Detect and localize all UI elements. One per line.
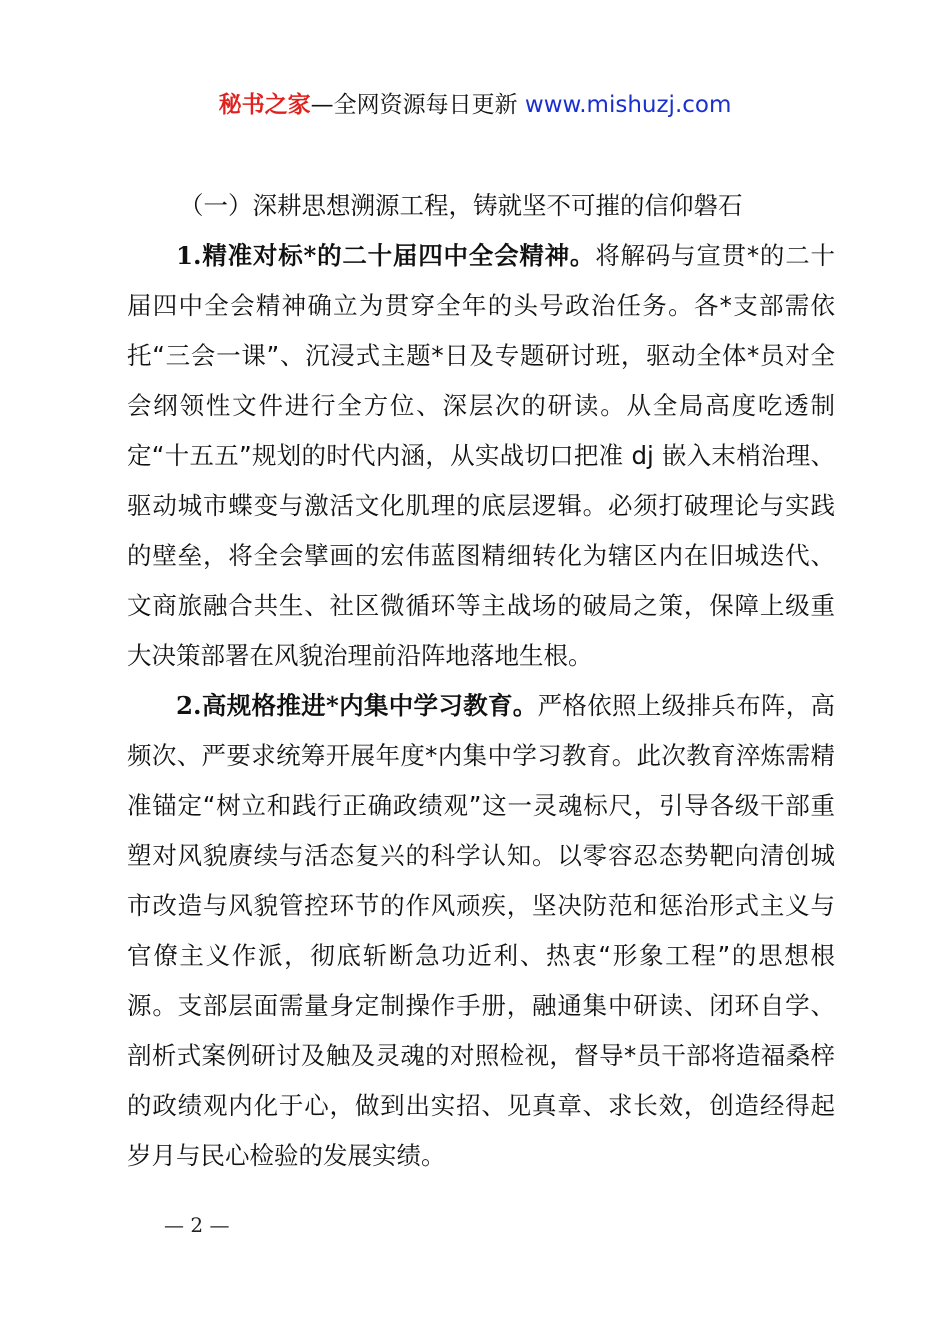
- site-header: [0, 88, 950, 122]
- paragraph-1: [127, 231, 835, 681]
- paragraph-1-text: 将解码与宣贯*的二十届四中全会精神确立为贯穿全年的头号政治任务。各*支部需依托“三会一课”、沉浸式主题*日及专题研讨班，驱动全体*员对全会纲领性文件进行全方位、深层次的研读。从全局高度吃透制定“十五五”规划的时代内涵，从实战切口把准 dj 嵌入末梢治理、驱动城市蝶变与激活文化肌理的底层逻辑。必须打破理论与实践的壁垒，将全会擘画的宏伟蓝图精细转化为辖区内在旧城迭代、文商旅融合共生、社区微循环等主战场的破局之策，保障上级重大决策部署在风貌治理前沿阵地落地生根。: [127, 241, 835, 670]
- paragraph-2: [127, 681, 835, 1181]
- paragraph-1-title: 1.精准对标*的二十届四中全会精神。: [176, 241, 596, 270]
- section-heading: （一）深耕思想溯源工程，铸就坚不可摧的信仰磐石: [179, 191, 743, 220]
- paragraph-2-title: 2.高规格推进*内集中学习教育。: [176, 691, 538, 720]
- paragraph-2-text: 严格依照上级排兵布阵，高频次、严要求统筹开展年度*内集中学习教育。此次教育淬炼需精准锚定“树立和践行正确政绩观”这一灵魂标尺，引导各级干部重塑对风貌赓续与活态复兴的科学认知。以零容忍态势靶向清创城市改造与风貌管控环节的作风顽疾，坚决防范和惩治形式主义与官僚主义作派，彻底斩断急功近利、热衷“形象工程”的思想根源。支部层面需量身定制操作手册，融通集中研读、闭环自学、剖析式案例研讨及触及灵魂的对照检视，督导*员干部将造福桑梓的政绩观内化于心，做到出实招、见真章、求长效，创造经得起岁月与民心检验的发展实绩。: [127, 691, 836, 1170]
- document-body: [127, 181, 835, 1181]
- brand-name: 秘书之家: [218, 92, 311, 118]
- site-url-link[interactable]: www.mishuzj.com: [524, 92, 732, 118]
- page-number: — 2 —: [164, 1213, 230, 1237]
- header-tagline: —全网资源每日更新: [310, 92, 525, 118]
